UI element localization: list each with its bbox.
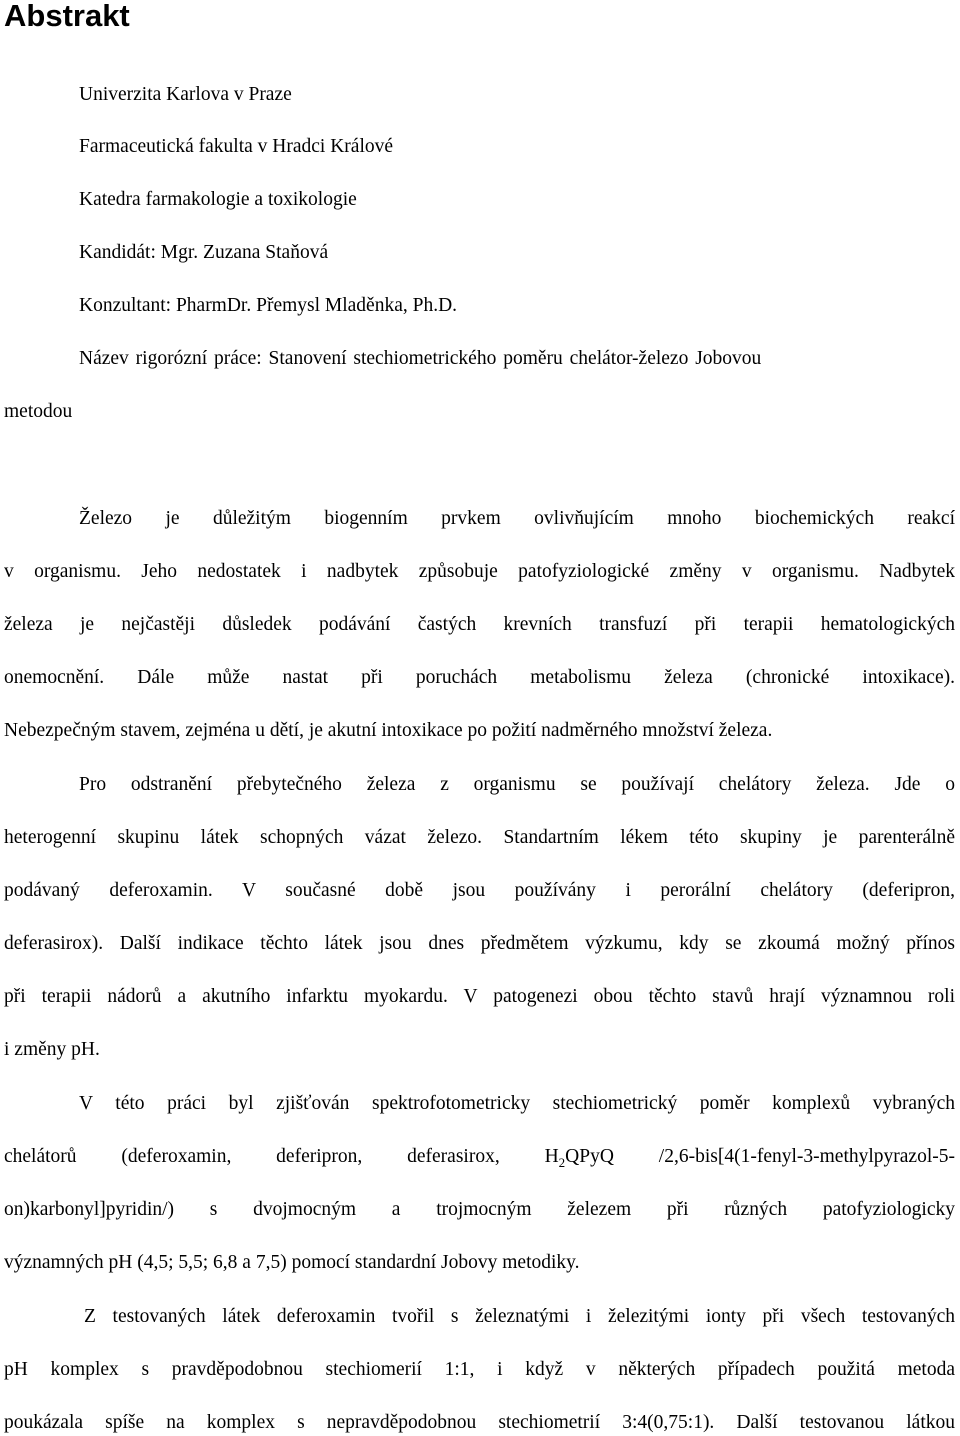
subscript-2: 2	[558, 1154, 566, 1170]
paragraph-3-line-2	[4, 1144, 955, 1170]
faculty-name: Farmaceutická fakulta v Hradci Králové	[79, 136, 394, 157]
paragraph-4-line-1: Z testovaných látek deferoxamin tvořil s železnatými i železitými ionty při všech testovaných	[84, 1306, 955, 1327]
page-heading: Abstrakt	[4, 0, 130, 33]
candidate-name: Kandidát: Mgr. Zuzana Staňová	[79, 242, 329, 263]
paragraph-4-line-2: pH komplex s pravděpodobnou stechiomerií 1:1, i když v některých případech použitá metoda	[4, 1359, 955, 1380]
paragraph-1-line-1: Železo je důležitým biogenním prvkem ovlivňujícím mnoho biochemických reakcí	[79, 508, 955, 529]
paragraph-3-line-4: významných pH (4,5; 5,5; 6,8 a 7,5) pomocí standardní Jobovy metodiky.	[4, 1252, 580, 1273]
paragraph-1-line-2: v organismu. Jeho nedostatek i nadbytek způsobuje patofyziologické změny v organismu. Nadbytek	[4, 561, 955, 582]
department-name: Katedra farmakologie a toxikologie	[79, 189, 357, 210]
paragraph-2-line-2: heterogenní skupinu látek schopných vázat železo. Standartním lékem této skupiny je parenterálně	[4, 827, 955, 848]
paragraph-3-line-1: V této práci byl zjišťován spektrofotometricky stechiometrický poměr komplexů vybraných	[79, 1093, 955, 1114]
paragraph-3-line-2-post: QPyQ /2,6-bis[4(1-fenyl-3-methylpyrazol-5-	[565, 1146, 955, 1167]
paragraph-1-line-4: onemocnění. Dále může nastat při poruchách metabolismu železa (chronické intoxikace).	[4, 667, 955, 688]
paragraph-1-line-5: Nebezpečným stavem, zejména u dětí, je akutní intoxikace po požití nadměrného množství železa.	[4, 720, 773, 741]
thesis-title-line-2: metodou	[4, 401, 73, 422]
paragraph-4-line-3: poukázala spíše na komplex s nepravděpodobnou stechiometrií 3:4(0,75:1). Další testovanou látkou	[4, 1412, 955, 1433]
paragraph-2-line-1: Pro odstranění přebytečného železa z organismu se používají chelátory železa. Jde o	[79, 774, 955, 795]
thesis-title-line-1: Název rigorózní práce: Stanovení stechiometrického poměru chelátor-železo Jobovou	[79, 348, 762, 369]
university-name: Univerzita Karlova v Praze	[79, 84, 292, 105]
paragraph-2-line-3: podávaný deferoxamin. V současné době jsou používány i perorální chelátory (deferipron,	[4, 880, 955, 901]
paragraph-2-line-4: deferasirox). Další indikace těchto látek jsou dnes předmětem výzkumu, kdy se zkoumá možný přínos	[4, 933, 955, 954]
paragraph-3-line-2-pre: chelátorů (deferoxamin, deferipron, deferasirox, H	[4, 1146, 559, 1167]
paragraph-3-line-3: on)karbonyl]pyridin/) s dvojmocným a trojmocným železem při různých patofyziologicky	[4, 1199, 955, 1220]
paragraph-2-line-5: při terapii nádorů a akutního infarktu myokardu. V patogenezi obou těchto stavů hrají významnou roli	[4, 986, 955, 1007]
paragraph-2-line-6: i změny pH.	[4, 1039, 100, 1060]
paragraph-1-line-3: železa je nejčastěji důsledek podávání častých krevních transfuzí při terapii hematologických	[4, 614, 955, 635]
consultant-name: Konzultant: PharmDr. Přemysl Mladěnka, Ph.D.	[79, 295, 458, 316]
